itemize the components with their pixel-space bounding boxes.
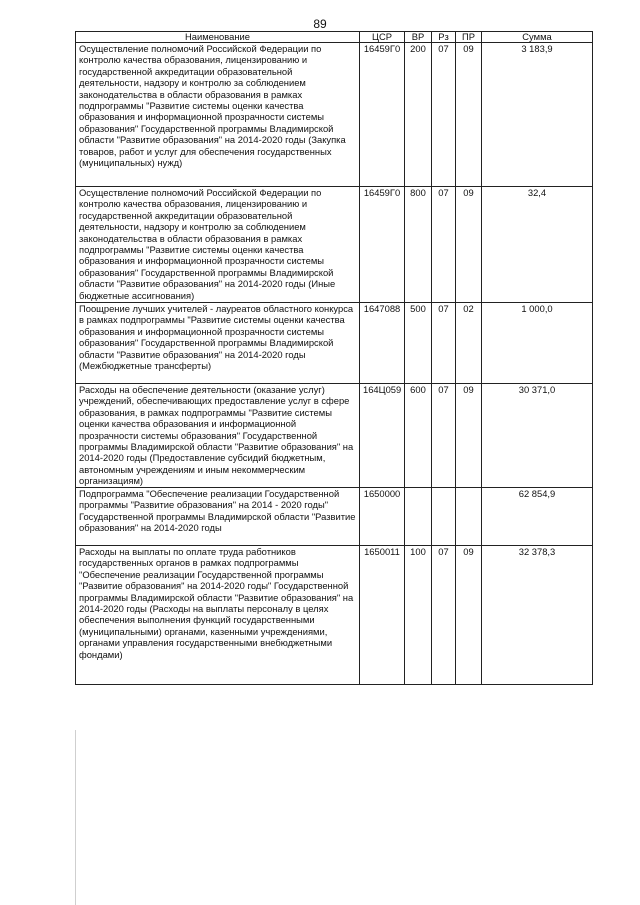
cell-rz: 07 bbox=[432, 187, 456, 303]
table-row bbox=[76, 187, 593, 303]
header-vr: ВР bbox=[405, 32, 432, 43]
cell-sum: 62 854,9 bbox=[482, 488, 593, 546]
cell-csr: 1650000 bbox=[360, 488, 405, 546]
cell-pr: 09 bbox=[456, 187, 482, 303]
page-number: 89 bbox=[313, 17, 327, 31]
cell-vr: 600 bbox=[405, 384, 432, 488]
cell-name: Осуществление полномочий Российской Федерации по контролю качества образования, лицензированию и государственной аккредитации образовательной деятельности, надзору и контролю за соблюдением законодательства в области образования в рамках подпрограммы "Развитие системы оценки качества образования и информационной прозрачности системы образования" Государственной программы Владимирской области "Развитие образования" на 2014-2020 годы (Иные бюджетные ассигнования) bbox=[76, 187, 360, 303]
header-pr: ПР bbox=[456, 32, 482, 43]
cell-pr: 09 bbox=[456, 384, 482, 488]
cell-pr bbox=[456, 488, 482, 546]
header-rz: Рз bbox=[432, 32, 456, 43]
budget-table bbox=[75, 31, 593, 685]
cell-name: Подпрограмма "Обеспечение реализации Государственной программы "Развитие образования" на 2014 - 2020 годы" Государственной программы Владимирской области "Развитие образования" на 2014-2020 годы bbox=[76, 488, 360, 546]
cell-rz: 07 bbox=[432, 43, 456, 187]
table-row bbox=[76, 43, 593, 187]
header-sum: Сумма bbox=[482, 32, 593, 43]
table-row bbox=[76, 488, 593, 546]
cell-rz bbox=[432, 488, 456, 546]
cell-csr: 1650011 bbox=[360, 546, 405, 685]
table-header-row bbox=[76, 32, 593, 43]
cell-name: Поощрение лучших учителей - лауреатов областного конкурса в рамках подпрограммы "Развитие системы оценки качества образования и информационной прозрачности системы образования" Государственной программы Владимирской области "Развитие образования" на 2014-2020 годы (Межбюджетные трансферты) bbox=[76, 303, 360, 384]
scan-artifact-line bbox=[75, 730, 76, 905]
cell-csr: 164Ц059 bbox=[360, 384, 405, 488]
header-csr: ЦСР bbox=[360, 32, 405, 43]
cell-rz: 07 bbox=[432, 303, 456, 384]
table-row bbox=[76, 384, 593, 488]
cell-pr: 02 bbox=[456, 303, 482, 384]
cell-vr: 800 bbox=[405, 187, 432, 303]
cell-vr: 100 bbox=[405, 546, 432, 685]
cell-name: Расходы на обеспечение деятельности (оказание услуг) учреждений, обеспечивающих предоставление услуг в сфере образования, в рамках подпрограммы "Развитие системы оценки качества образования и информационной прозрачности системы образования" Государственной программы Владимирской области "Развитие образования" на 2014-2020 годы (Предоставление субсидий бюджетным, автономным учреждениям и иным некоммерческим организациям) bbox=[76, 384, 360, 488]
cell-sum: 32 378,3 bbox=[482, 546, 593, 685]
cell-sum: 32,4 bbox=[482, 187, 593, 303]
cell-name: Расходы на выплаты по оплате труда работников государственных органов в рамках подпрограммы "Обеспечение реализации Государственной программы "Развитие образования" на 2014-2020 годы" Государственной программы Владимирской области "Развитие образования" на 2014-2020 годы (Расходы на выплаты персоналу в целях обеспечения выполнения функций государственными (муниципальными) органами, казенными учреждениями, органами управления государственными внебюджетными фондами) bbox=[76, 546, 360, 685]
cell-name: Осуществление полномочий Российской Федерации по контролю качества образования, лицензированию и государственной аккредитации образовательной деятельности, надзору и контролю за соблюдением законодательства в области образования в рамках подпрограммы "Развитие системы оценки качества образования и информационной прозрачности системы образования" Государственной программы Владимирской области "Развитие образования" на 2014-2020 годы (Закупка товаров, работ и услуг для обеспечения государственных (муниципальных) нужд) bbox=[76, 43, 360, 187]
cell-vr: 500 bbox=[405, 303, 432, 384]
cell-pr: 09 bbox=[456, 43, 482, 187]
cell-rz: 07 bbox=[432, 384, 456, 488]
table-row bbox=[76, 303, 593, 384]
cell-csr: 1647088 bbox=[360, 303, 405, 384]
cell-csr: 16459Г0 bbox=[360, 43, 405, 187]
cell-vr bbox=[405, 488, 432, 546]
cell-sum: 3 183,9 bbox=[482, 43, 593, 187]
table-row bbox=[76, 546, 593, 685]
cell-rz: 07 bbox=[432, 546, 456, 685]
cell-pr: 09 bbox=[456, 546, 482, 685]
cell-csr: 16459Г0 bbox=[360, 187, 405, 303]
cell-sum: 30 371,0 bbox=[482, 384, 593, 488]
header-name: Наименование bbox=[76, 32, 360, 43]
cell-vr: 200 bbox=[405, 43, 432, 187]
cell-sum: 1 000,0 bbox=[482, 303, 593, 384]
